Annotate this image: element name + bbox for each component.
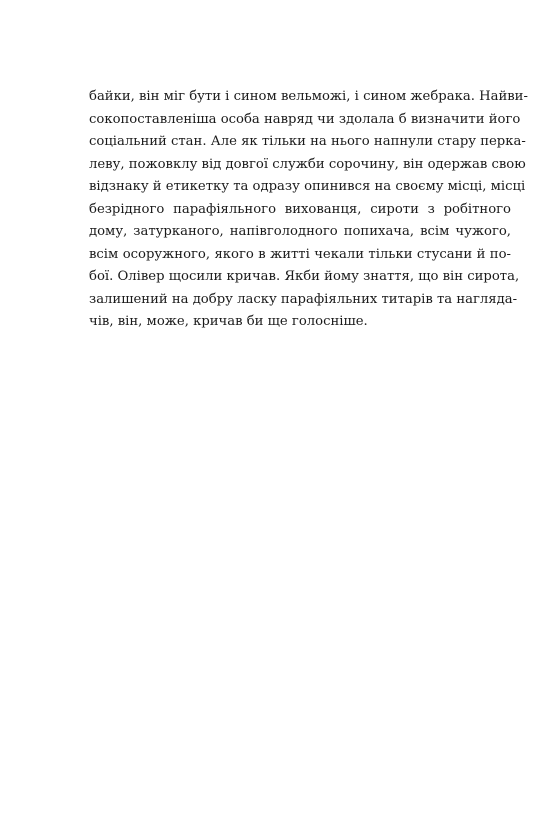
paragraph-line: чів, він, може, кричав би ще голосніше. bbox=[89, 314, 368, 329]
body-paragraph bbox=[89, 86, 528, 334]
paragraph-line: безрідного парафіяльного вихованця, сироти з робітного bbox=[89, 201, 511, 217]
paragraph-line: всім осоружного, якого в житті чекали тільки стусани й по- bbox=[89, 246, 511, 262]
paragraph-line: сокопоставленіша особа навряд чи здолала б визначити його bbox=[89, 111, 521, 127]
paragraph-line: леву, пожовклу від довгої служби сорочину, він одержав свою bbox=[89, 156, 526, 172]
paragraph-line: дому, затурканого, напівголодного попихача, всім чужого, bbox=[89, 224, 511, 239]
paragraph-line: бої. Олівер щосили кричав. Якби йому знаття, що він сирота, bbox=[89, 269, 520, 284]
paragraph-line: соціальний стан. Але як тільки на нього напнули стару перка- bbox=[89, 134, 526, 149]
paragraph-line: байки, він міг бути і сином вельможі, і сином жебрака. Найви- bbox=[89, 89, 528, 104]
paragraph-line: залишений на добру ласку парафіяльних титарів та наглядa- bbox=[89, 291, 518, 307]
paragraph-line: відзнаку й етикетку та одразу опинився на своєму місці, місці bbox=[89, 179, 526, 194]
